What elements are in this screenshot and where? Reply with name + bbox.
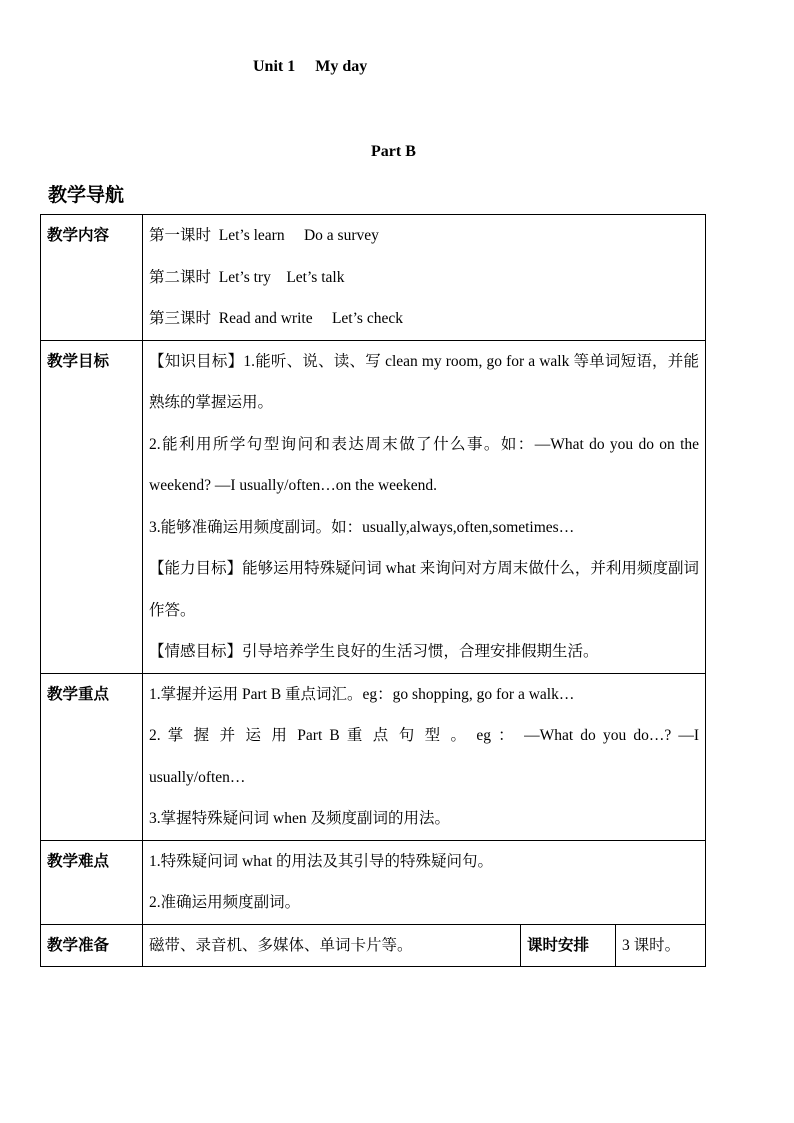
content-line-2: 第二课时 Let’s try Let’s talk xyxy=(149,268,345,286)
goal-sentence-patterns: 2.能利用所学句型询问和表达周末做了什么事。如：—What do you do on the weekend? —I usually/often…on the weekend. xyxy=(149,435,700,494)
difficulty-2: 2.准确运用频度副词。 xyxy=(149,894,301,911)
goal-ability: 【能力目标】能够运用特殊疑问词 what 来询问对方周末做什么，并利用频度副词作答。 xyxy=(149,560,700,619)
label-schedule: 课时安排 xyxy=(521,924,616,967)
difficulty-1: 1.特殊疑问词 what 的用法及其引导的特殊疑问句。 xyxy=(149,852,494,870)
cell-teaching-goals xyxy=(143,340,706,673)
content-line-3: 第三课时 Read and write Let’s check xyxy=(149,310,403,327)
label-key-points: 教学重点 xyxy=(41,673,143,840)
lesson-plan-table xyxy=(40,214,706,967)
section-heading-teaching-navigation: 教学导航 xyxy=(48,184,125,206)
label-teaching-goals: 教学目标 xyxy=(41,340,143,673)
cell-teaching-content xyxy=(143,215,706,341)
row-key-points xyxy=(41,673,706,840)
unit-title: Unit 1 My day xyxy=(253,58,368,75)
label-preparation: 教学准备 xyxy=(41,924,143,967)
row-difficulties xyxy=(41,840,706,924)
cell-preparation: 磁带、录音机、多媒体、单词卡片等。 xyxy=(143,924,521,967)
key-point-2: 2. 掌 握 并 运 用 Part B 重 点 句 型 。 eg ： —What do you do…? —I usually/often… xyxy=(149,727,700,786)
row-teaching-goals xyxy=(41,340,706,673)
label-difficulties: 教学难点 xyxy=(41,840,143,924)
label-teaching-content: 教学内容 xyxy=(41,215,143,341)
cell-difficulties xyxy=(143,840,706,924)
key-point-3: 3.掌握特殊疑问词 when 及频度副词的用法。 xyxy=(149,810,450,827)
content-line-1: 第一课时 Let’s learn Do a survey xyxy=(149,227,379,244)
part-title: Part B xyxy=(371,143,416,160)
key-point-1: 1.掌握并运用 Part B 重点词汇。eg：go shopping, go for a walk… xyxy=(149,685,575,703)
cell-schedule: 3 课时。 xyxy=(616,924,706,967)
goal-frequency-adverbs: 3.能够准确运用频度副词。如：usually,always,often,sometimes… xyxy=(149,518,575,536)
goal-knowledge: 【知识目标】1.能听、说、读、写 clean my room, go for a walk 等单词短语，并能熟练的掌握运用。 xyxy=(149,352,700,411)
row-teaching-content xyxy=(41,215,706,341)
row-preparation xyxy=(41,924,706,967)
cell-key-points xyxy=(143,673,706,840)
goal-emotion: 【情感目标】引导培养学生良好的生活习惯，合理安排假期生活。 xyxy=(149,643,599,660)
